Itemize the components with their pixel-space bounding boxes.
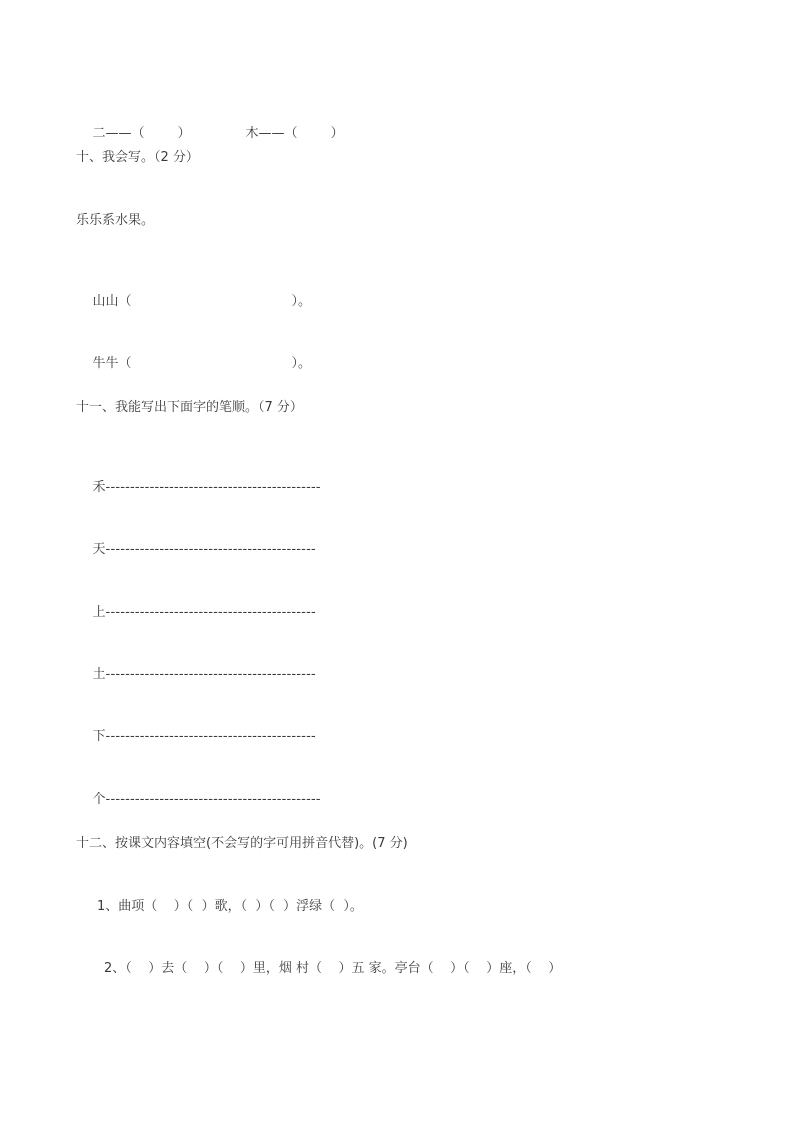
stroke-order-row [76, 648, 316, 702]
section-12-question-1: 1、曲项（ ）（ ）歌，（ ）（ ）浮绿（ ）。 [97, 899, 363, 914]
item-prefix: 山山（ [92, 294, 132, 309]
item-suffix: ）。 [291, 294, 312, 309]
stroke-order-row [76, 523, 316, 577]
match-left-char: 二 [92, 126, 106, 141]
section-11-title: 十一、我能写出下面字的笔顺。（7 分） [76, 400, 303, 415]
stroke-char: 个 [92, 792, 106, 807]
section-10-title: 十、我会写。（2 分） [76, 150, 199, 165]
stroke-answer-line[interactable]: ------------------------------------------- [105, 542, 316, 557]
stroke-order-row [76, 461, 321, 515]
section-12-question-2: 2、（ ）去（ ）（ ）里，烟 村（ ）五 家。亭台（ ）（ ）座，（ ） [104, 961, 562, 976]
item-suffix: ）。 [291, 356, 312, 371]
stroke-answer-line[interactable]: -------------------------------------------- [105, 792, 321, 807]
stroke-char: 禾 [92, 480, 106, 495]
stroke-char: 土 [92, 667, 106, 682]
matching-line-row-right [229, 107, 344, 161]
section-10-example: 乐乐系水果。 [76, 213, 155, 228]
item-prefix: 牛牛（ [92, 356, 132, 371]
stroke-answer-line[interactable]: -------------------------------------------- [105, 480, 321, 495]
stroke-order-row [76, 773, 321, 827]
match-right-connector: —— [258, 126, 285, 141]
match-left-connector: —— [105, 126, 132, 141]
stroke-answer-line[interactable]: ------------------------------------------- [105, 667, 316, 682]
stroke-char: 上 [92, 605, 106, 620]
match-right-blank[interactable]: （ ） [284, 126, 344, 141]
stroke-char: 天 [92, 542, 106, 557]
stroke-char: 下 [92, 729, 106, 744]
section-10-item [76, 337, 311, 391]
section-10-item [76, 275, 311, 329]
match-right-char: 木 [245, 126, 259, 141]
stroke-order-row [76, 586, 316, 640]
stroke-answer-line[interactable]: ------------------------------------------- [105, 729, 316, 744]
stroke-answer-line[interactable]: ------------------------------------------- [105, 605, 316, 620]
section-12-title: 十二、按课文内容填空(不会写的字可用拼音代替)。(7 分) [76, 836, 408, 851]
stroke-order-row [76, 710, 316, 764]
match-left-blank[interactable]: （ ） [131, 126, 191, 141]
